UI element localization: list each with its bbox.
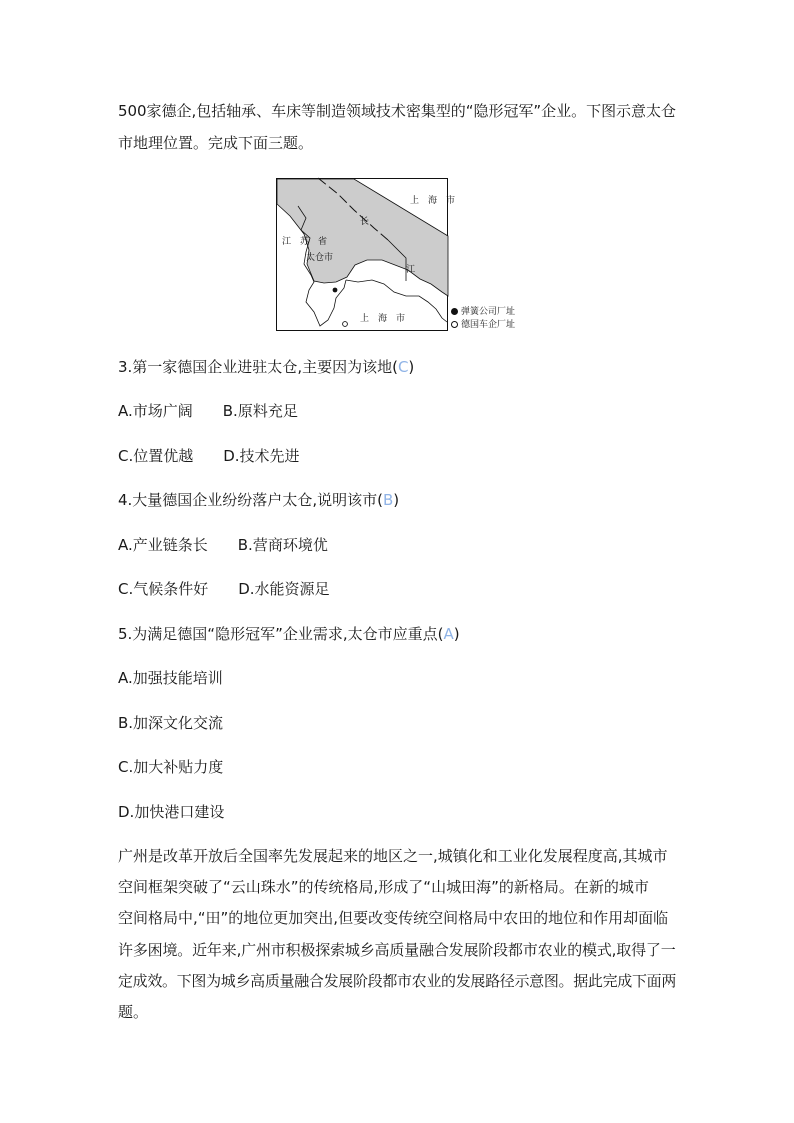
intro-line-1: 500家德企,包括轴承、车床等制造领域技术密集型的“隐形冠军”企业。下图示意太仓 — [118, 102, 676, 120]
question-5-option-a: A.加强技能培训 — [118, 669, 223, 687]
question-5-stem: 5.为满足德国“隐形冠军”企业需求,太仓市应重点(A) — [118, 625, 460, 643]
label-shanghai-bottom: 上 海 市 — [360, 314, 406, 324]
car-factory-marker — [343, 322, 348, 327]
question-5-option-d: D.加快港口建设 — [118, 803, 225, 821]
taicang-location-map — [276, 178, 456, 331]
question-3-options-1: A.市场广阔 B.原料充足 — [118, 402, 298, 420]
question-3-options-2: C.位置优越 D.技术先进 — [118, 447, 300, 465]
spring-factory-marker — [333, 288, 338, 293]
passage-line-2: 空间框架突破了“云山珠水”的传统格局,形成了“山城田海”的新格局。在新的城市 — [118, 878, 649, 896]
passage-line-1: 广州是改革开放后全国率先发展起来的地区之一,城镇化和工业化发展程度高,其城市 — [118, 847, 668, 865]
question-4-answer: B — [382, 491, 394, 509]
label-jiang: 江 — [406, 265, 416, 275]
label-taicang: 太仓市 — [306, 253, 334, 263]
intro-line-2: 市地理位置。完成下面三题。 — [118, 134, 314, 152]
question-4-stem: 4.大量德国企业纷纷落户太仓,说明该市(B) — [118, 491, 400, 509]
question-5-answer: A — [443, 625, 454, 643]
legend-spring-label: 弹簧公司厂址 — [461, 307, 516, 317]
filled-dot-icon — [451, 308, 458, 315]
label-chang: 长 — [360, 217, 370, 227]
passage-line-5: 定成效。下图为城乡高质量融合发展阶段都市农业的发展路径示意图。据此完成下面两 — [118, 972, 677, 990]
label-shanghai-top: 上 海 市 — [410, 196, 456, 206]
question-3-stem: 3.第一家德国企业进驻太仓,主要因为该地(C) — [118, 358, 415, 376]
passage-line-6: 题。 — [118, 1003, 149, 1021]
hollow-dot-icon — [451, 321, 458, 328]
legend-spring — [451, 306, 515, 318]
passage-line-4: 许多困境。近年来,广州市积极探索城乡高质量融合发展阶段都市农业的模式,取得了一 — [118, 941, 676, 959]
passage-line-3: 空间格局中,“田”的地位更加突出,但要改变传统空间格局中农田的地位和作用却面临 — [118, 909, 669, 927]
label-jiangsu: 江 苏 省 — [282, 237, 328, 247]
legend-car-label: 德国车企厂址 — [461, 320, 516, 330]
question-3-answer: C — [397, 358, 409, 376]
legend-car — [451, 319, 515, 331]
question-5-option-c: C.加大补贴力度 — [118, 758, 224, 776]
question-5-option-b: B.加深文化交流 — [118, 714, 224, 732]
question-4-options-1: A.产业链条长 B.营商环境优 — [118, 536, 328, 554]
question-4-options-2: C.气候条件好 D.水能资源足 — [118, 580, 330, 598]
